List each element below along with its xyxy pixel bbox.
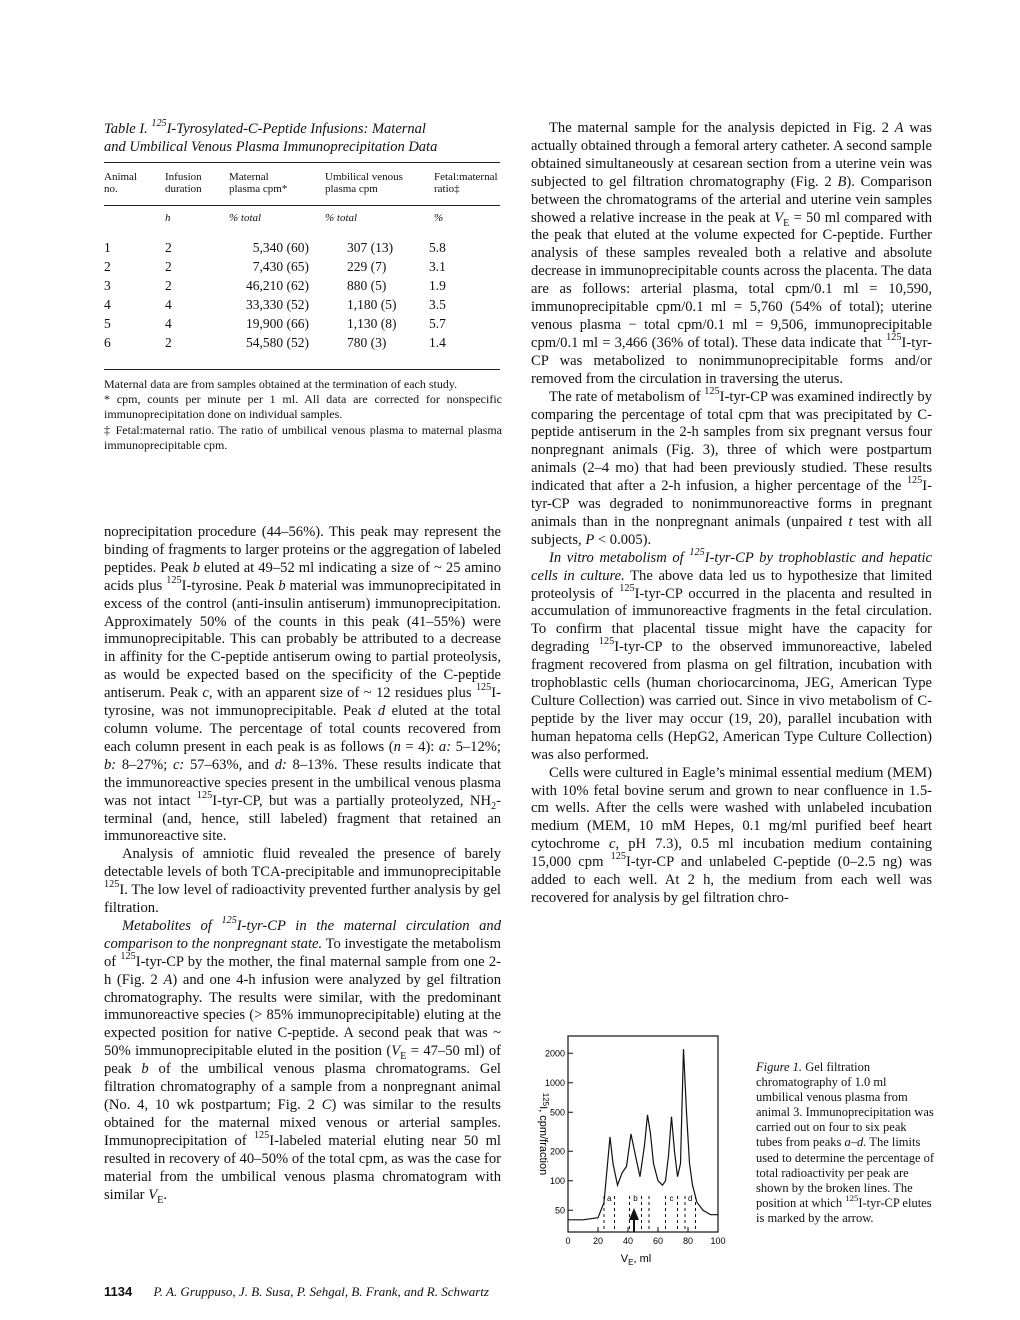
paragraph: Metabolites of $^{125}$I-tyr-CP in the maternal circulation and comparison to the nonpregnant state. To investigate the metabolism of $^{125}$I-tyr-CP by the mother, the final maternal sample from one 2-h (Fig. 2 A) and one 4-h infusion were analyzed by gel filtration chromatography. The results were similar, with the predominant immunoreactive species (> 85% immunoprecipitable) eluting at the expected position for native C-peptide. A second peak that was ~ 50% immunoprecipitable eluted in the position ($V_E = 47-50$ ml) of peak b of the umbilical venous plasma chromatograms. Gel filtration chromatography of a sample from a nonpregnant animal (No. 4, 10 wk postpartum; Fig. 2 C) was similar to the results obtained for the maternal mixed venous or arterial samples. Immunoprecipitation of $^{125}$I-labeled material eluting near 50 ml resulted in recovery of 40–50% of the total cpm, as was the case for material from the umbilical venous plasma chromatogram with similar $V_E$. xyxy=(104,915,501,1206)
table-row: 4 4 33,330 (52) 1,180 (5) 3.5 xyxy=(104,297,446,312)
col-header-animal: Animal no. xyxy=(104,171,137,195)
table-note: ‡ Fetal:maternal ratio. The ratio of umbilical venous plasma to maternal plasma immunoprecipitable cpm. xyxy=(104,422,502,452)
paragraph: Cells were cultured in Eagle’s minimal essential medium (MEM) with 10% fetal bovine serum and grown to near confluence in 1.5-cm wells. After the cells were washed with unlabeled incubation medium (MEM, 10 mM Hepes, 0.1 mg/ml purified beef heart cytochrome c, pH 7.3), 0.5 ml incubation medium containing 15,000 cpm $^{125}$I-tyr-CP and unlabeled C-peptide (0–2.5 ng) was added to each well. At 2 h, the medium from each well was recovered for analysis by gel filtration chro- xyxy=(531,764,932,906)
paragraph: The rate of metabolism of $^{125}$I-tyr-CP was examined indirectly by comparing the percentage of total cpm that was precipitated by C-peptide antiserum in the 2-h samples from six pregnant versus four nonpregnant animals (Fig. 3), three of which were postpartum animals (2–4 mo) that had been previously studied. These results indicated that after a 2-h infusion, a higher percentage of the $^{125}$I-tyr-CP was degraded to nonimmunoreactive forms in pregnant animals than in the nonpregnant animals (unpaired t test with all subjects, P < 0.005). xyxy=(531,385,933,548)
x-tick-label: 40 xyxy=(622,1236,634,1246)
table-row: 5 4 19,900 (66) 1,130 (8) 5.7 xyxy=(104,316,446,331)
x-tick-label: 80 xyxy=(682,1236,694,1246)
table-row: 2 2 7,430 (65) 229 (7) 3.1 xyxy=(104,259,446,274)
table-header-rule xyxy=(104,205,500,206)
col-header-umbilical: Umbilical venous plasma cpm xyxy=(325,171,403,195)
x-tick-label: 100 xyxy=(710,1236,726,1246)
y-tick-label: 1000 xyxy=(544,1077,565,1088)
series-line xyxy=(568,1049,718,1220)
table-note: * cpm, counts per minute per 1 ml. All data are corrected for nonspecific immunoprecipitation done on individual samples. xyxy=(104,392,502,422)
paragraph: Analysis of amniotic fluid revealed the presence of barely detectable levels of both TCA-precipitable and immunoprecipitable $^{125}$I. The low level of radioactivity prevented further analysis by gel filtration. xyxy=(104,846,501,917)
y-tick-label: 200 xyxy=(549,1146,565,1157)
arrow-head xyxy=(629,1208,639,1220)
paragraph: The maternal sample for the analysis depicted in Fig. 2 A was actually obtained through a femoral artery catheter. A second sample obtained simultaneously at cesarean section from a uterine vein was subjected to gel filtration chromatography (Fig. 2 B). Comparison between the chromatograms of the arterial and uterine vein samples showed a relative increase in the peak at $V_E = 50$ ml compared with the peak that eluted at the volume expected for C-peptide. Further analysis of these samples revealed both a relative and absolute decrease in immunoprecipitable counts across the placenta. The data are as follows: arterial plasma, total cpm/0.1 ml = 10,590, immunoprecipitable cpm/0.1 ml = 5,760 (54% of total); uterine venous plasma − total cpm/0.1 ml = 9,506, immunoprecipitable cpm/0.1 ml = 3,466 (36% of total). These data indicate that $^{125}$I-tyr-CP was metabolized to nonimmunoprecipitable forms and/or removed from the circulation in traversing the uterus. xyxy=(531,120,932,387)
col-header-maternal: Maternal plasma cpm* xyxy=(229,171,288,195)
x-tick-label: 60 xyxy=(652,1236,664,1246)
peak-label: c xyxy=(669,1194,674,1204)
table-row: 3 2 46,210 (62) 880 (5) 1.9 xyxy=(104,278,446,293)
y-axis-label: $^{125}$I, cpm/fraction xyxy=(537,1092,550,1176)
y-tick-label: 500 xyxy=(549,1107,565,1118)
y-tick-label: 2000 xyxy=(544,1048,565,1059)
x-tick-label: 0 xyxy=(565,1236,571,1246)
paragraph: In vitro metabolism of $^{125}$I-tyr-CP by trophoblastic and hepatic cells in culture. The above data led us to hypothesize that limited proteolysis of $^{125}$I-tyr-CP occurred in the placenta and resulted in accumulation of immunoreactive fragments in the fetal circulation. To confirm that placental tissue might have the capacity for degrading $^{125}$I-tyr-CP to the observed immunoreactive, labeled fragment recovered from plasma on gel filtration, incubation with trophoblastic cells (human choriocarcinoma, JEG, American Type Culture Collection) was carried out. Since in vivo metabolism of C-peptide by the liver may occur (19, 20), parallel incubation with human hepatoma cells (HepG2, American Type Culture Collection) was also performed. xyxy=(531,546,932,763)
figure-1-chart xyxy=(520,1028,748,1268)
table-notes xyxy=(104,377,502,453)
table-caption: Table I. $^{125}$I-Tyrosylated-C-Peptide Infusions: Maternal and Umbilical Venous Plasma Immunoprecipitation Data xyxy=(104,118,438,155)
peak-label: d xyxy=(688,1194,693,1204)
peak-label: a xyxy=(607,1194,612,1204)
table-bottom-rule xyxy=(104,369,500,370)
figure-1-caption: Figure 1. Gel filtration chromatography of 1.0 ml umbilical venous plasma from animal 3. Immunoprecipitation was carried out on four to six peak tubes from peaks a–d. The limits used to determine the percentage of total radioactivity per peak are shown by the broken lines. The position at which $^{125}$I-tyr-CP elutes is marked by the arrow. xyxy=(756,1060,935,1225)
paragraph: noprecipitation procedure (44–56%). This peak may represent the binding of fragments to larger proteins or the aggregation of labeled peptides. Peak b eluted at 49–52 ml indicating a size of ~ 25 amino acids plus $^{125}$I-tyrosine. Peak b material was immunoprecipitated in excess of the control (anti-insulin antiserum) immunoprecipitation. Approximately 50% of the counts in this peak (41–55%) were immunoprecipitable. This can probably be attributed to a decrease in affinity for the C-peptide antiserum owing to partial proteolysis, as would be expected based on the specificity of the C-peptide antiserum. Peak c, with an apparent size of ~ 12 residues plus $^{125}$I-tyrosine, was not immunoprecipitable. Peak d eluted at the total column volume. The percentage of total counts recovered from each column present in each peak is as follows (n = 4): a: 5–12%; b: 8–27%; c: 57–63%, and d: 8–13%. These results indicate that the immunoreactive species present in the umbilical venous plasma was not intact $^{125}$I-tyr-CP, but was a partially proteolyzed, $NH_2$-terminal (and, hence, still labeled) fragment that retained an immunoreactive site. xyxy=(104,524,501,845)
y-tick-label: 50 xyxy=(554,1205,565,1216)
x-axis-label: $V_E$, ml xyxy=(620,1253,652,1267)
table-note: Maternal data are from samples obtained at the termination of each study. xyxy=(104,377,458,391)
page-number: 1134 xyxy=(104,1284,133,1299)
running-authors: P. A. Gruppuso, J. B. Susa, P. Sehgal, B. Frank, and R. Schwartz xyxy=(153,1284,489,1299)
table-row: 6 2 54,580 (52) 780 (3) 1.4 xyxy=(104,335,446,350)
peak-label: b xyxy=(633,1194,638,1204)
table-row: 1 2 5,340 (60) 307 (13) 5.8 xyxy=(104,240,446,255)
page-footer xyxy=(104,1284,704,1300)
right-column xyxy=(531,120,932,908)
arrow-marker xyxy=(629,1208,639,1232)
table-header xyxy=(104,171,504,201)
x-tick-label: 20 xyxy=(592,1236,604,1246)
y-tick-label: 100 xyxy=(549,1175,565,1186)
table-units: h % total % total % xyxy=(165,212,444,224)
table-top-rule xyxy=(104,162,500,163)
col-header-duration: Infusion duration xyxy=(165,171,202,195)
left-column xyxy=(104,524,501,1204)
table-body xyxy=(104,240,489,354)
col-header-ratio: Fetal:maternal ratio‡ xyxy=(434,171,498,195)
